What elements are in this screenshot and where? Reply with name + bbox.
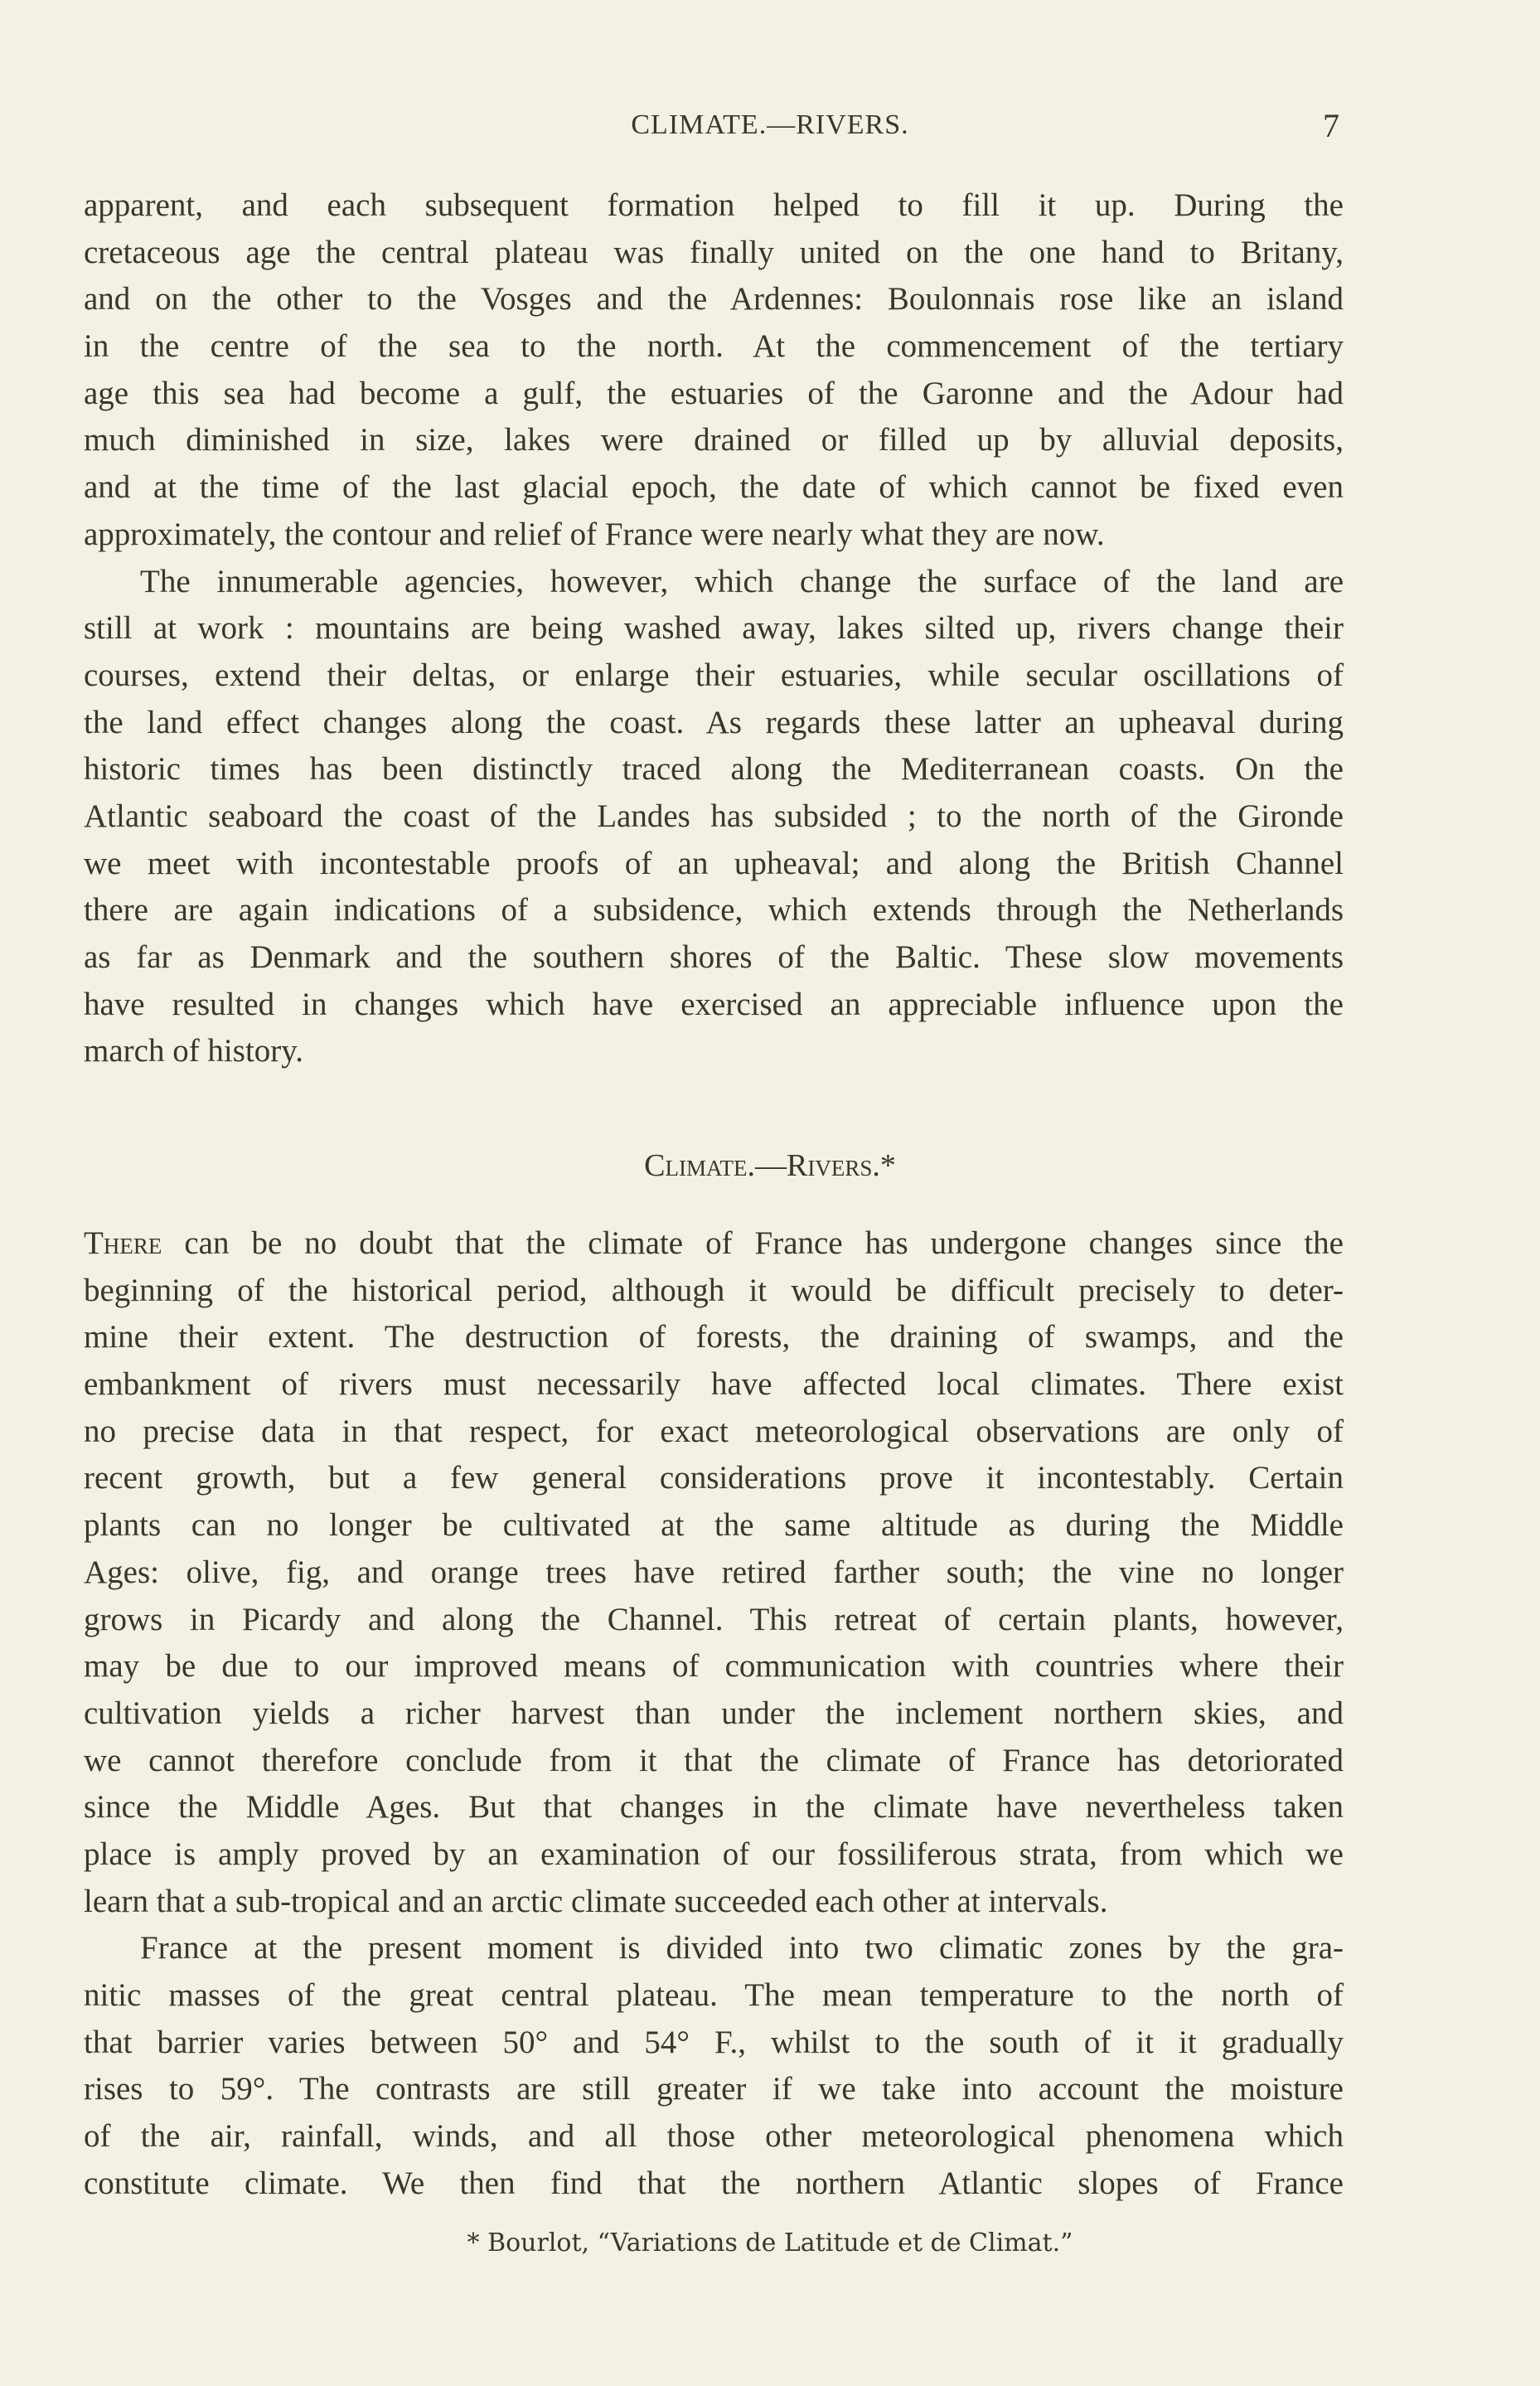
text-line: [84, 1597, 1344, 1644]
line-text: grows in Picardy and along the Channel. This retreat of certain plants, however,: [84, 1601, 1344, 1637]
text-line: [84, 1972, 1344, 2020]
line-text: and on the other to the Vosges and the Ardennes: Boulonnais rose like an island: [84, 281, 1344, 318]
line-text: historic times has been distinctly traced along the Mediterranean coasts. On the: [84, 751, 1344, 788]
line-text: the land effect changes along the coast. As regards these latter an upheaval during: [84, 704, 1344, 740]
line-text: Atlantic seaboard the coast of the Landes has subsided ; to the north of the Gironde: [84, 798, 1344, 834]
text-line: [84, 2066, 1344, 2113]
text-line: [84, 700, 1344, 747]
line-text: no precise data in that respect, for exact meteorological observations are only of: [84, 1413, 1344, 1449]
line-text: there are again indications of a subsidence, which extends through the Netherlands: [84, 892, 1344, 929]
text-block-lower: [84, 1220, 1344, 2207]
text-block-upper: [84, 182, 1344, 1075]
line-text: courses, extend their deltas, or enlarge their estuaries, while secular oscillations of: [84, 657, 1344, 693]
text-line: [84, 1361, 1344, 1409]
line-text: we meet with incontestable proofs of an upheaval; and along the British Channel: [84, 845, 1344, 881]
line-text: apparent, and each subsequent formation helped to fill it up. During the: [84, 187, 1344, 223]
text-line: [84, 512, 1344, 559]
line-text: learn that a sub-tropical and an arctic climate succeeded each other at intervals.: [84, 1883, 1108, 1919]
text-line: [84, 464, 1344, 512]
line-text: The innumerable agencies, however, which change the surface of the land are: [140, 563, 1344, 599]
text-line: [84, 841, 1344, 888]
line-text: march of history.: [84, 1033, 303, 1069]
line-text: since the Middle Ages. But that changes in the climate have nevertheless taken: [84, 1789, 1344, 1826]
line-text: approximately, the contour and relief of France were nearly what they are now.: [84, 516, 1105, 552]
text-line: [84, 746, 1344, 793]
text-line: [84, 934, 1344, 982]
text-line: [84, 2113, 1344, 2160]
text-line: [84, 417, 1344, 464]
text-line: [84, 652, 1344, 700]
text-line: [84, 1268, 1344, 1315]
section-heading: Climate.—Rivers.*: [644, 1148, 896, 1183]
text-line: [84, 982, 1344, 1029]
text-line: [84, 276, 1344, 323]
text-line: [84, 1925, 1344, 1972]
text-line: [84, 1502, 1344, 1549]
text-line: [84, 1314, 1344, 1361]
line-text: of the air, rainfall, winds, and all those other meteorological phenomena which: [84, 2118, 1344, 2155]
line-text: place is amply proved by an examination of our fossiliferous strata, from which we: [84, 1836, 1344, 1872]
line-text: rises to 59°. The contrasts are still greater if we take into account the moisture: [84, 2071, 1344, 2107]
page-number: 7: [1323, 107, 1339, 144]
line-text: cultivation yields a richer harvest than under the inclement northern skies, and: [84, 1695, 1344, 1731]
text-line: [84, 2160, 1344, 2208]
line-text: can be no doubt that the climate of France has undergone changes since the: [162, 1225, 1344, 1261]
text-line: [84, 1220, 1344, 1268]
text-line: [84, 371, 1344, 418]
line-text: beginning of the historical period, although it would be difficult precisely to deter-: [84, 1272, 1344, 1308]
text-line: [84, 1409, 1344, 1456]
line-text: embankment of rivers must necessarily have affected local climates. There exist: [84, 1366, 1344, 1403]
line-text: plants can no longer be cultivated at the same altitude as during the Middle: [84, 1507, 1344, 1544]
line-text: as far as Denmark and the southern shores of the Baltic. These slow movements: [84, 939, 1344, 975]
text-line: [84, 2020, 1344, 2067]
line-text: Ages: olive, fig, and orange trees have retired farther south; the vine no longer: [84, 1554, 1344, 1590]
line-text: nitic masses of the great central plateau. The mean temperature to the north of: [84, 1977, 1344, 2013]
running-head: CLIMATE.—RIVERS.: [631, 109, 909, 140]
line-text: age this sea had become a gulf, the estuaries of the Garonne and the Adour had: [84, 375, 1344, 411]
drop-word: There: [84, 1225, 162, 1261]
text-line: [84, 1784, 1344, 1831]
text-line: [84, 559, 1344, 606]
line-text: mine their extent. The destruction of forests, the draining of swamps, and the: [84, 1319, 1344, 1355]
text-line: [84, 230, 1344, 277]
text-line: [84, 793, 1344, 841]
text-line: [84, 182, 1344, 230]
text-line: [84, 1690, 1344, 1738]
line-text: cretaceous age the central plateau was finally united on the one hand to Britany,: [84, 234, 1344, 270]
line-text: still at work : mountains are being washed away, lakes silted up, rivers change their: [84, 610, 1344, 647]
text-line: [84, 1549, 1344, 1597]
text-line: [84, 1028, 1344, 1075]
text-line: [84, 323, 1344, 371]
line-text: we cannot therefore conclude from it that the climate of France has detoriorated: [84, 1742, 1344, 1778]
text-line: [84, 1831, 1344, 1879]
line-text: constitute climate. We then find that the northern Atlantic slopes of France: [84, 2165, 1344, 2201]
line-text: that barrier varies between 50° and 54° F., whilst to the south of it it gradually: [84, 2024, 1344, 2060]
text-line: [84, 605, 1344, 652]
line-text: and at the time of the last glacial epoch, the date of which cannot be fixed even: [84, 469, 1344, 506]
text-line: [84, 1738, 1344, 1785]
text-line: [84, 1879, 1344, 1926]
footnote: * Bourlot, “Variations de Latitude et de Climat.”: [467, 2228, 1073, 2257]
text-line: [84, 887, 1344, 934]
line-text: may be due to our improved means of communication with countries where their: [84, 1648, 1344, 1685]
line-text: have resulted in changes which have exercised an appreciable influence upon the: [84, 986, 1344, 1022]
text-line: [84, 1455, 1344, 1502]
line-text: France at the present moment is divided into two climatic zones by the gra-: [140, 1930, 1344, 1967]
line-text: recent growth, but a few general considerations prove it incontestably. Certain: [84, 1460, 1344, 1496]
text-line: [84, 1643, 1344, 1690]
line-text: much diminished in size, lakes were drained or filled up by alluvial deposits,: [84, 422, 1344, 458]
line-text: in the centre of the sea to the north. At the commencement of the tertiary: [84, 328, 1344, 365]
